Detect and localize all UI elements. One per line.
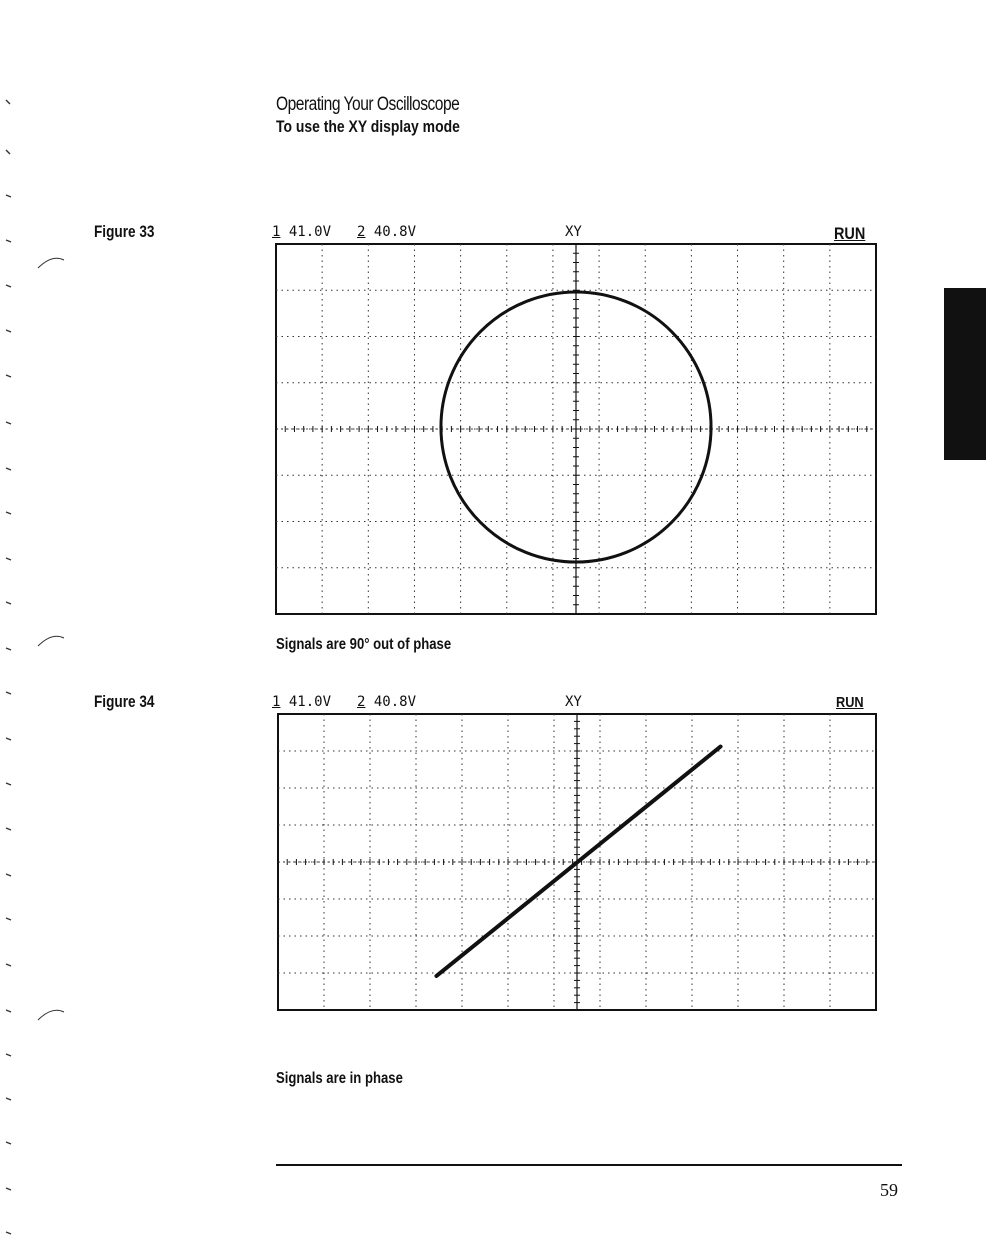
fig34-channel2-readout (357, 694, 416, 710)
fig33-channel1-readout (272, 224, 331, 240)
figure-33-label: Figure 33 (94, 222, 155, 241)
fig34-mode: XY (565, 694, 582, 710)
footer-rule (276, 1164, 902, 1166)
fig34-channel1-number: 1 (272, 694, 281, 710)
thumb-index-tab (944, 288, 986, 460)
figure-34-label: Figure 34 (94, 692, 155, 711)
page-header-title: Operating Your Oscilloscope (276, 94, 460, 115)
page-header-subtitle: To use the XY display mode (276, 117, 460, 136)
fig33-channel1-number: 1 (272, 224, 281, 240)
fig34-run-status: RUN (836, 694, 864, 711)
figure-33-caption: Signals are 90° out of phase (276, 636, 452, 653)
fig33-mode: XY (565, 224, 582, 240)
fig34-channel1-readout (272, 694, 331, 710)
fig34-channel2-number: 2 (357, 694, 366, 710)
binding-margin-marks (0, 0, 80, 1248)
fig33-channel2-value: 40.8V (373, 224, 417, 240)
fig34-channel2-value: 40.8V (373, 694, 417, 710)
fig33-run-status: RUN (834, 224, 866, 243)
fig33-channel2-readout (357, 224, 416, 240)
fig34-channel1-value: 41.0V (288, 694, 332, 710)
fig33-channel1-value: 41.0V (288, 224, 332, 240)
fig33-scope-screen (274, 242, 878, 616)
figure-34-caption: Signals are in phase (276, 1070, 403, 1087)
fig33-channel2-number: 2 (357, 224, 366, 240)
page-number: 59 (880, 1180, 898, 1200)
fig34-scope-screen (276, 712, 878, 1012)
